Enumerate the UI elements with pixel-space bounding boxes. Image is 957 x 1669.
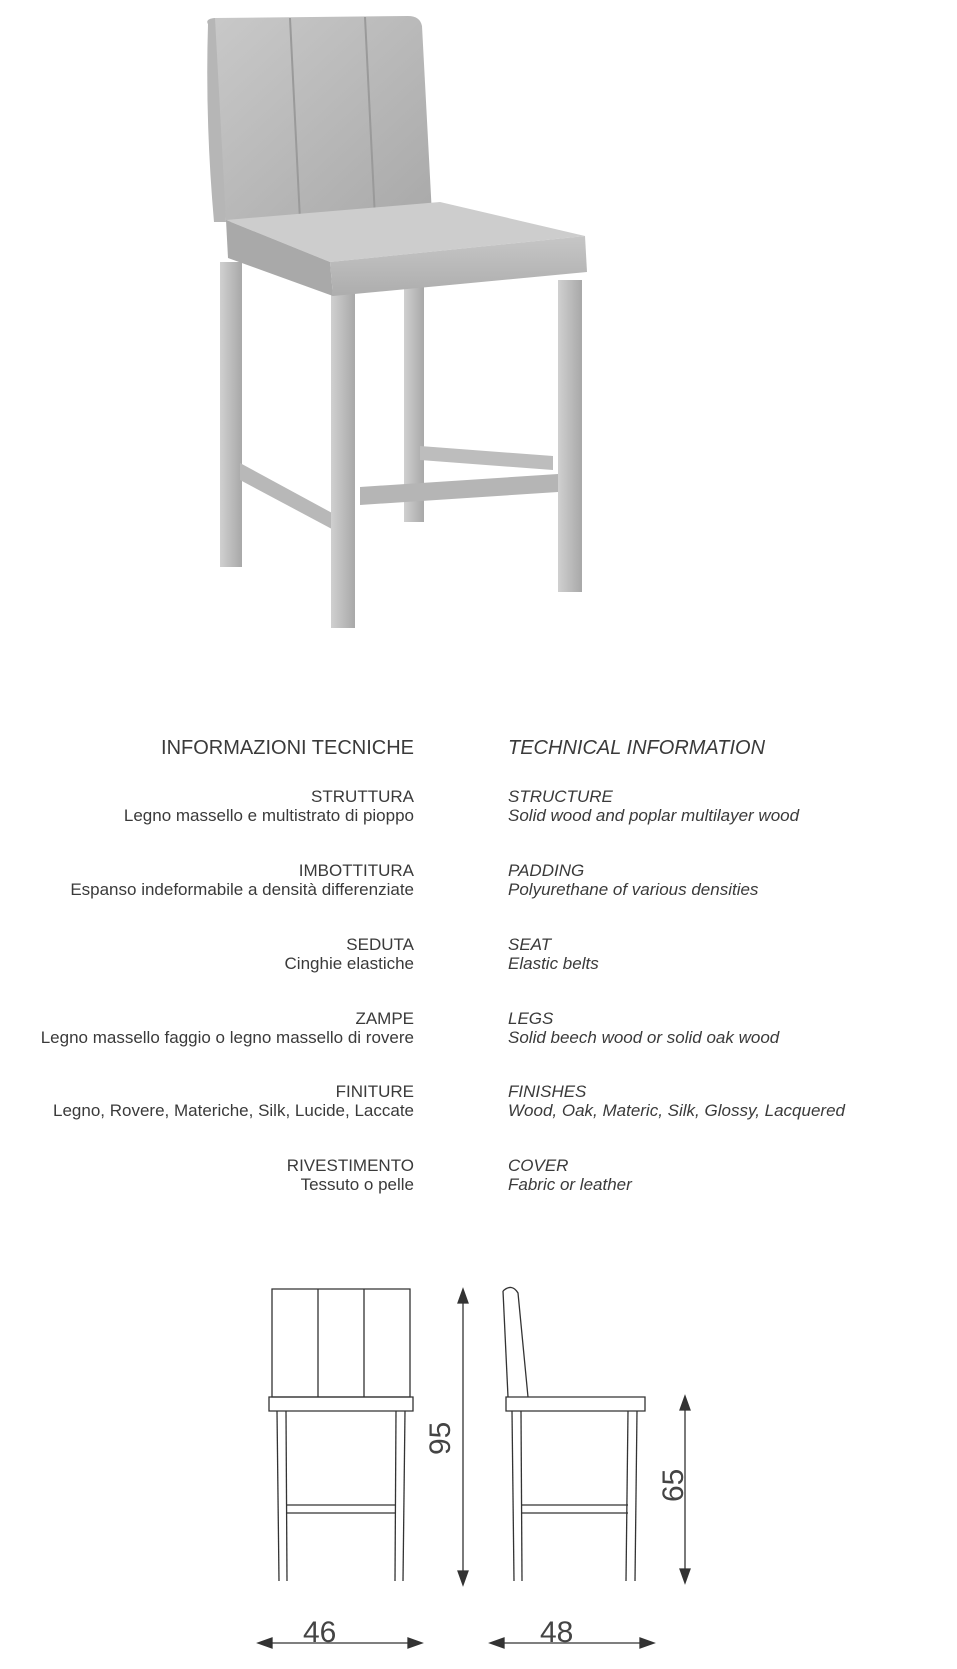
- spec-label: FINISHES: [508, 1082, 587, 1101]
- spec-cover-en: [508, 1156, 948, 1194]
- spec-value: Elastic belts: [508, 954, 599, 973]
- front-view: [269, 1289, 413, 1581]
- dimension-height: 95: [424, 1421, 457, 1455]
- spec-value: Polyurethane of various densities: [508, 880, 759, 899]
- dimension-width: 46: [303, 1616, 337, 1649]
- spec-padding-en: [508, 861, 948, 899]
- spec-value: Solid beech wood or solid oak wood: [508, 1028, 780, 1047]
- spec-legs-en: [508, 1009, 948, 1047]
- spec-value: Legno massello e multistrato di pioppo: [123, 806, 414, 825]
- spec-label: ZAMPE: [355, 1009, 414, 1028]
- spec-label: FINITURE: [335, 1082, 414, 1101]
- spec-value: Legno, Rovere, Materiche, Silk, Lucide, Laccate: [53, 1101, 414, 1120]
- spec-legs-it: [0, 1009, 414, 1047]
- spec-seat-en: [508, 935, 948, 973]
- spec-finishes-it: [0, 1082, 414, 1120]
- spec-structure-en: [508, 787, 948, 825]
- spec-label: SEDUTA: [346, 935, 414, 954]
- spec-structure-it: [0, 787, 414, 825]
- spec-value: Fabric or leather: [508, 1175, 632, 1194]
- spec-value: Legno massello faggio o legno massello di rovere: [40, 1028, 414, 1047]
- spec-label: SEAT: [508, 935, 552, 954]
- spec-label: COVER: [508, 1156, 569, 1175]
- spec-label: STRUCTURE: [508, 787, 613, 806]
- heading-it: INFORMAZIONI TECNICHE: [161, 737, 414, 759]
- dimension-seat-height: 65: [657, 1468, 690, 1502]
- spec-finishes-en: [508, 1082, 948, 1120]
- spec-value: Solid wood and poplar multilayer wood: [508, 806, 800, 825]
- spec-value: Cinghie elastiche: [284, 954, 414, 973]
- spec-value: Tessuto o pelle: [300, 1175, 414, 1194]
- dimension-depth: 48: [540, 1616, 574, 1649]
- product-photo: [0, 0, 957, 690]
- spec-cover-it: [0, 1156, 414, 1194]
- height-arrow-95: [458, 1289, 468, 1585]
- spec-label: STRUTTURA: [311, 787, 414, 806]
- spec-label: LEGS: [508, 1009, 554, 1028]
- side-view: [503, 1287, 645, 1581]
- spec-label: PADDING: [508, 861, 585, 880]
- spec-label: IMBOTTITURA: [298, 861, 414, 880]
- spec-seat-it: [0, 935, 414, 973]
- spec-label: RIVESTIMENTO: [286, 1156, 414, 1175]
- spec-padding-it: [0, 861, 414, 899]
- spec-value: Wood, Oak, Materic, Silk, Glossy, Lacquered: [508, 1101, 845, 1120]
- heading-en: TECHNICAL INFORMATION: [508, 737, 766, 759]
- chair-photo: [207, 16, 587, 628]
- width-arrow-46: [258, 1638, 422, 1648]
- spec-value: Espanso indeformabile a densità differenziate: [70, 880, 414, 899]
